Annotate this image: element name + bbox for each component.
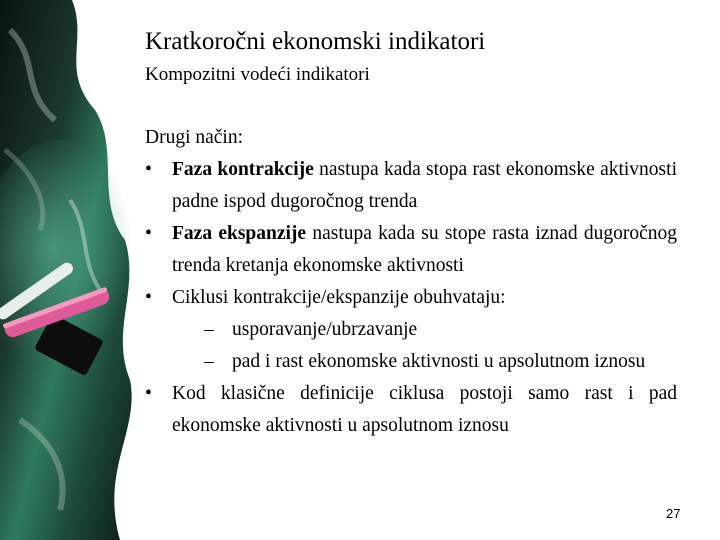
- bullet-text: Kod klasične definicije ciklusa postoji samo rast i pad ekonomske aktivnosti u apsolutnom iznosu: [172, 383, 677, 436]
- sub-bullet-list: [172, 314, 677, 378]
- intro-text: Drugi način:: [145, 127, 244, 148]
- chalkboard-decoration: [0, 0, 140, 540]
- bullet-text: nastupa kada stopa rast ekonomske aktivnosti padne ispod dugoročnog trenda: [172, 159, 677, 212]
- bullet-item: [145, 218, 677, 282]
- slide-subtitle: Kompozitni vodeći indikatori: [145, 64, 370, 85]
- sub-bullet-item: – usporavanje/ubrzavanje: [172, 314, 677, 346]
- sub-bullet-item: – pad i rast ekonomske aktivnosti u apsolutnom iznosu: [172, 346, 677, 378]
- slide-body: [145, 122, 677, 442]
- slide-content: [145, 0, 680, 540]
- bullet-bold-term: Faza kontrakcije: [172, 159, 314, 180]
- bullet-item: [145, 154, 677, 218]
- bullet-list: [145, 154, 677, 442]
- slide-title: Kratkoročni ekonomski indikatori: [145, 28, 486, 55]
- bullet-text: nastupa kada su stope rasta iznad dugoročnog trenda kretanja ekonomske aktivnosti: [172, 223, 677, 276]
- bullet-item: [145, 378, 677, 442]
- page-number: 27: [666, 506, 681, 521]
- bullet-item: [145, 282, 677, 378]
- bullet-bold-term: Faza ekspanzije: [172, 223, 307, 244]
- bullet-text: Ciklusi kontrakcije/ekspanzije obuhvataju:: [172, 287, 506, 308]
